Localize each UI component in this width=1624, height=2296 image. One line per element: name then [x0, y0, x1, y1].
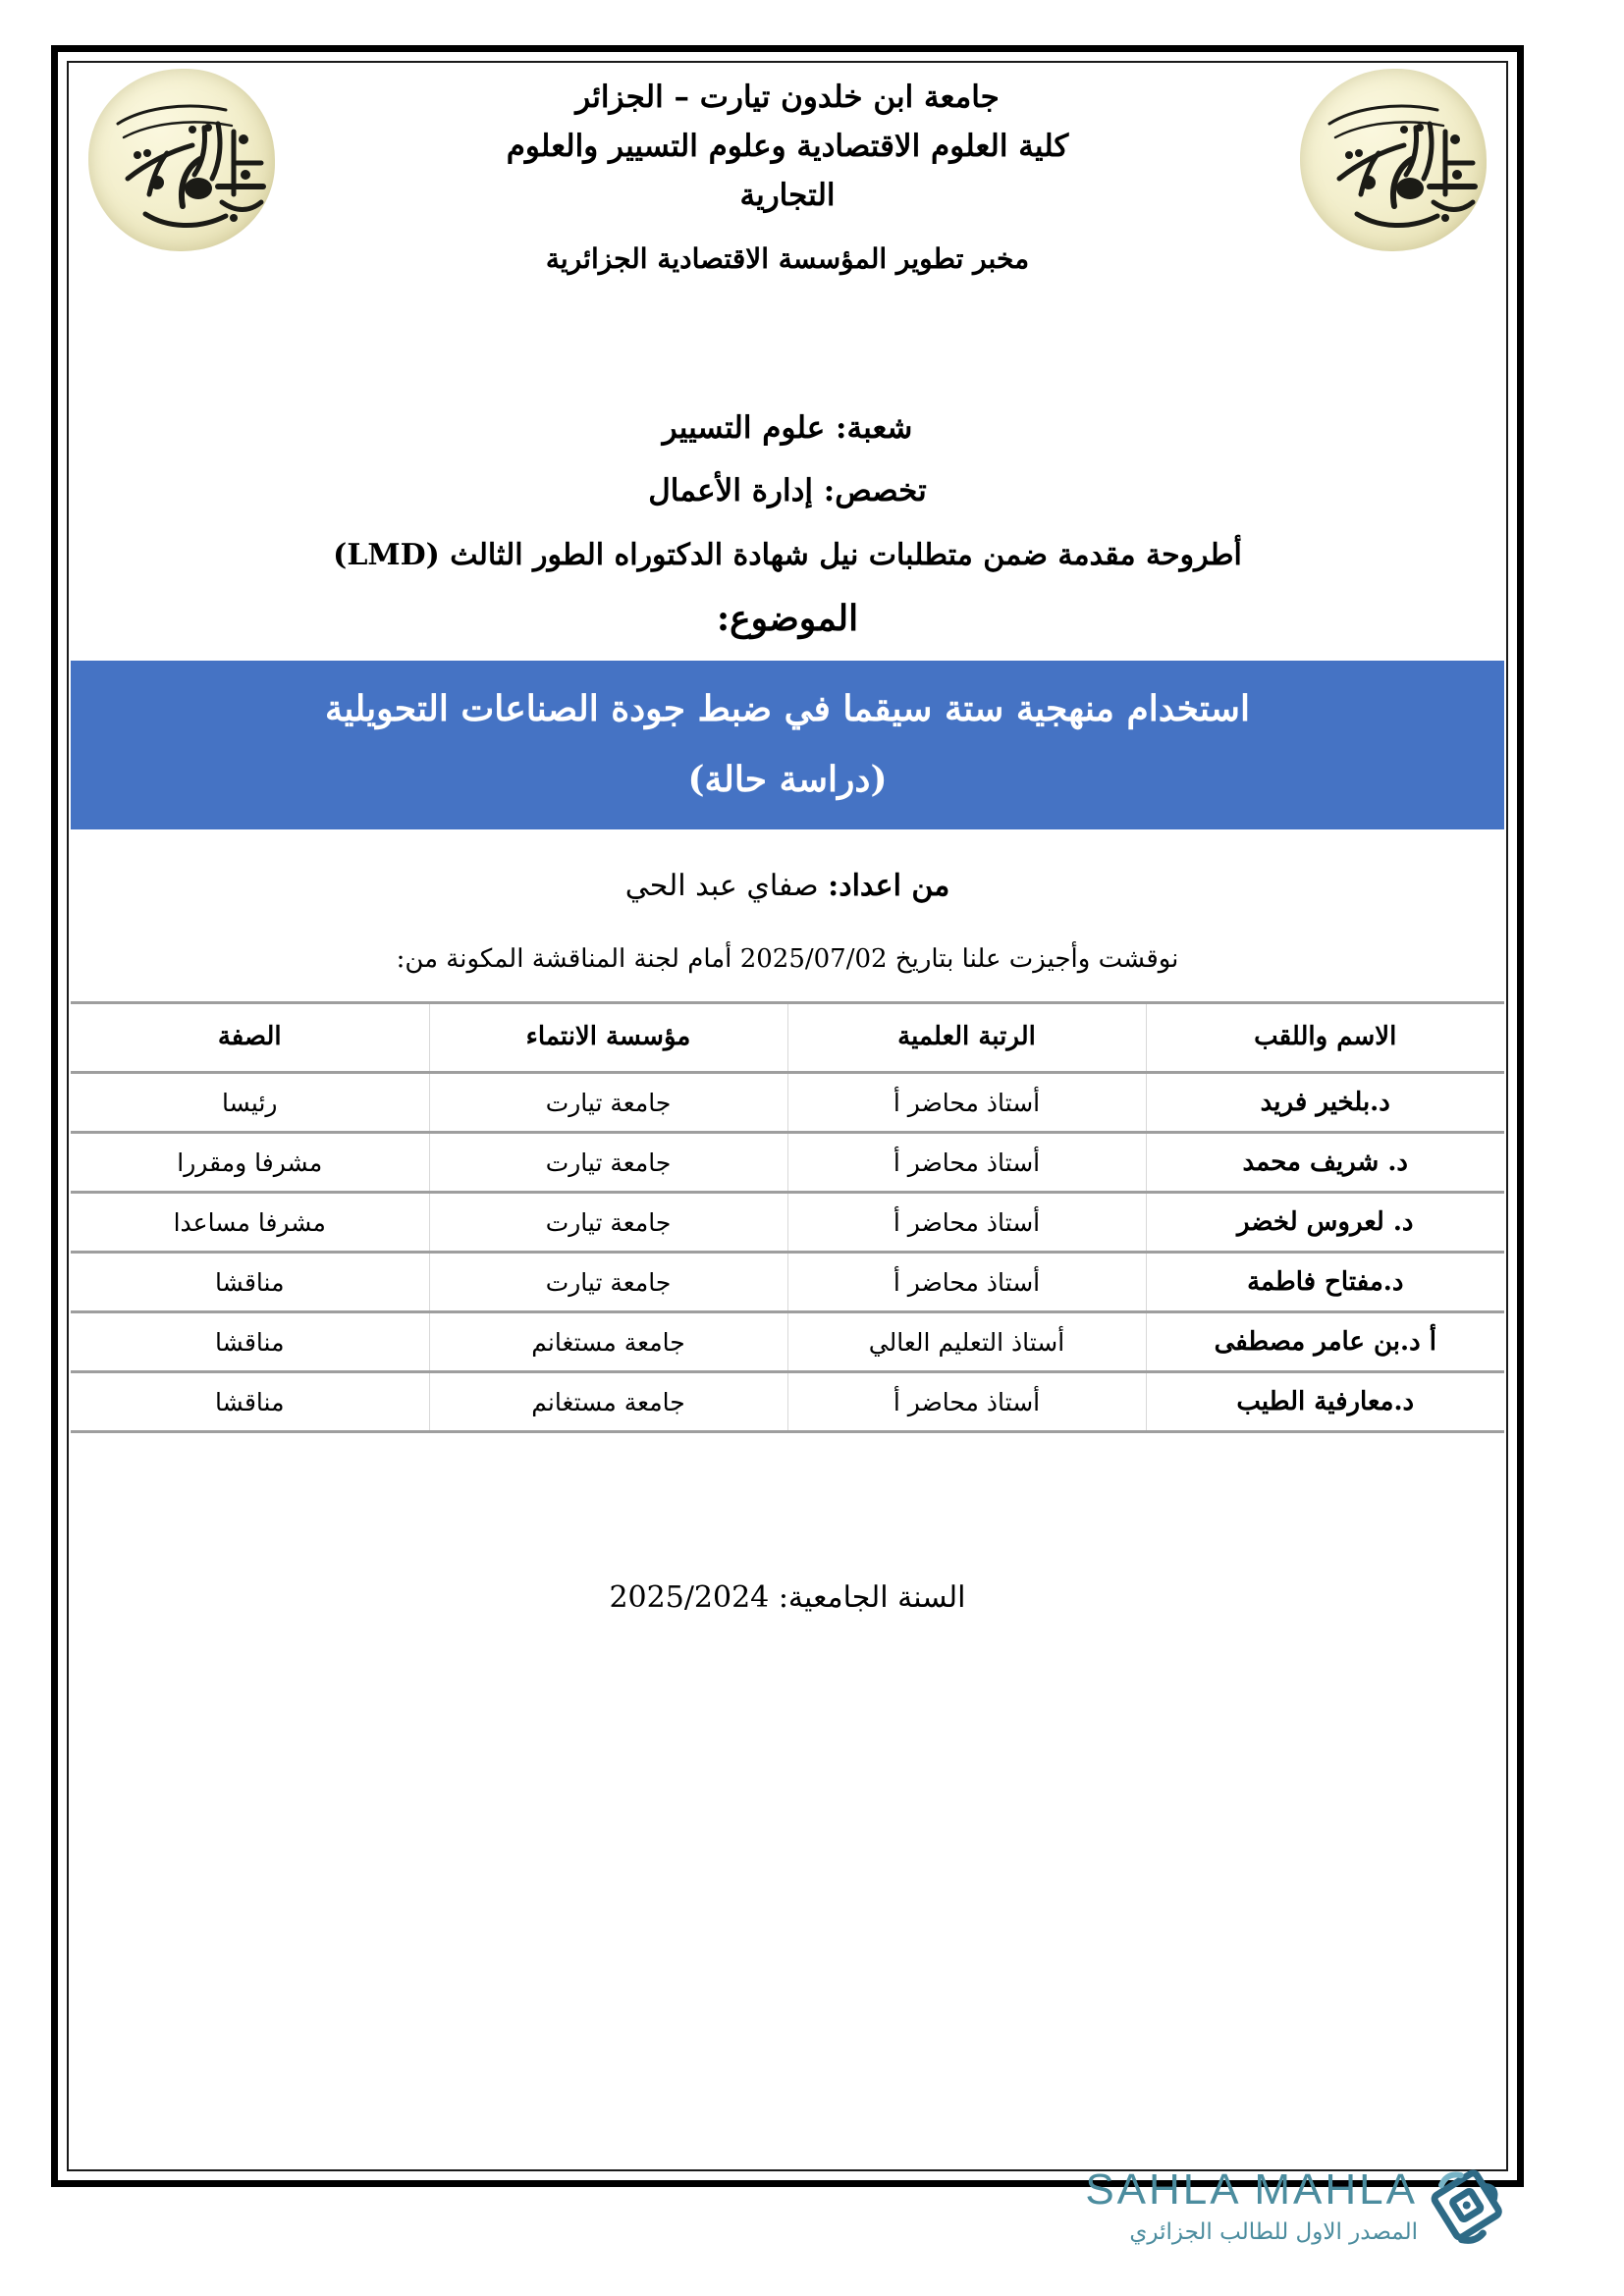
- thesis-title-line-1: استخدام منهجية ستة سيقما في ضبط جودة الصناعات التحويلية: [325, 688, 1250, 730]
- laboratory-name: مخبر تطوير المؤسسة الاقتصادية الجزائرية: [545, 241, 1030, 275]
- jury-member-role: رئيسا: [71, 1073, 429, 1133]
- author-label: من اعداد:: [828, 869, 950, 903]
- sahla-mahla-diamond-logo-icon: [1428, 2162, 1512, 2252]
- watermark-brand: SAHLA MAHLA: [1085, 2165, 1418, 2214]
- faculty-name: كلية العلوم الاقتصادية وعلوم التسيير والعلوم: [506, 129, 1069, 165]
- defense-date: 2025/07/02: [739, 944, 888, 974]
- column-header-name: الاسم واللقب: [1146, 1003, 1504, 1073]
- jury-table: [71, 1001, 1504, 1433]
- defense-statement-suffix: أمام لجنة المناقشة المكونة من:: [396, 944, 732, 974]
- jury-table-header-row: [71, 1003, 1504, 1073]
- jury-member-name: أ د.بن عامر مصطفى: [1146, 1312, 1504, 1372]
- jury-member-rank: أستاذ محاضر أ: [787, 1133, 1146, 1193]
- jury-member-institution: جامعة تيارت: [429, 1073, 787, 1133]
- jury-member-role: مناقشا: [71, 1312, 429, 1372]
- jury-member-institution: جامعة مستغانم: [429, 1372, 787, 1432]
- watermark-tagline: المصدر الاول للطالب الجزائري: [1129, 2219, 1418, 2245]
- subject-label: الموضوع:: [716, 598, 859, 639]
- jury-member-role: مناقشا: [71, 1372, 429, 1432]
- cover-page-content: [71, 59, 1504, 2245]
- thesis-title-banner: [71, 661, 1504, 829]
- author-name: صفاي عبد الحي: [624, 869, 819, 903]
- jury-member-rank: أستاذ محاضر أ: [787, 1073, 1146, 1133]
- header-band: [71, 59, 1504, 383]
- university-emblem-right-icon: [1300, 69, 1487, 251]
- branch-line: شعبة: علوم التسيير: [662, 410, 913, 446]
- university-name: جامعة ابن خلدون تيارت – الجزائر: [575, 80, 1000, 115]
- column-header-institution: مؤسسة الانتماء: [429, 1003, 787, 1073]
- jury-member-name: د.مفتاح فاطمة: [1146, 1253, 1504, 1312]
- watermark-text-block: [1085, 2165, 1418, 2245]
- jury-member-name: د.معارفية الطيب: [1146, 1372, 1504, 1432]
- jury-member-name: د.بلخير فريد: [1146, 1073, 1504, 1133]
- jury-member-rank: أستاذ محاضر أ: [787, 1372, 1146, 1432]
- academic-year-label: السنة الجامعية:: [778, 1580, 966, 1615]
- jury-member-institution: جامعة تيارت: [429, 1133, 787, 1193]
- jury-member-role: مناقشا: [71, 1253, 429, 1312]
- faculty-name-continued: التجارية: [739, 178, 836, 214]
- jury-member-institution: جامعة تيارت: [429, 1253, 787, 1312]
- university-emblem-left-icon: [88, 69, 275, 251]
- header-text-block: [277, 59, 1298, 281]
- column-header-role: الصفة: [71, 1003, 429, 1073]
- academic-year-value: 2025/2024: [609, 1580, 770, 1615]
- jury-member-name: د. شريف محمد: [1146, 1133, 1504, 1193]
- column-header-rank: الرتبة العلمية: [787, 1003, 1146, 1073]
- table-row: [71, 1312, 1504, 1372]
- author-line: [71, 869, 1504, 903]
- sahla-mahla-watermark: [1085, 2162, 1512, 2252]
- jury-member-rank: أستاذ محاضر أ: [787, 1193, 1146, 1253]
- jury-member-institution: جامعة مستغانم: [429, 1312, 787, 1372]
- jury-member-role: مشرفا ومقررا: [71, 1133, 429, 1193]
- table-row: [71, 1253, 1504, 1312]
- defense-statement: [71, 944, 1504, 974]
- table-row: [71, 1372, 1504, 1432]
- academic-year-line: [71, 1580, 1504, 1615]
- jury-member-rank: أستاذ محاضر أ: [787, 1253, 1146, 1312]
- table-row: [71, 1193, 1504, 1253]
- jury-member-rank: أستاذ التعليم العالي: [787, 1312, 1146, 1372]
- table-row: [71, 1133, 1504, 1193]
- specialty-line: تخصص: إدارة الأعمال: [648, 473, 927, 508]
- jury-member-institution: جامعة تيارت: [429, 1193, 787, 1253]
- jury-member-name: د. لعروس لخضر: [1146, 1193, 1504, 1253]
- table-row: [71, 1073, 1504, 1133]
- degree-statement: أطروحة مقدمة ضمن متطلبات نيل شهادة الدكتوراه الطور الثالث (LMD): [333, 538, 1242, 572]
- thesis-title-line-2: (دراسة حالة): [687, 759, 888, 800]
- jury-member-role: مشرفا مساعدا: [71, 1193, 429, 1253]
- defense-statement-prefix: نوقشت وأجيزت علنا بتاريخ: [894, 944, 1179, 974]
